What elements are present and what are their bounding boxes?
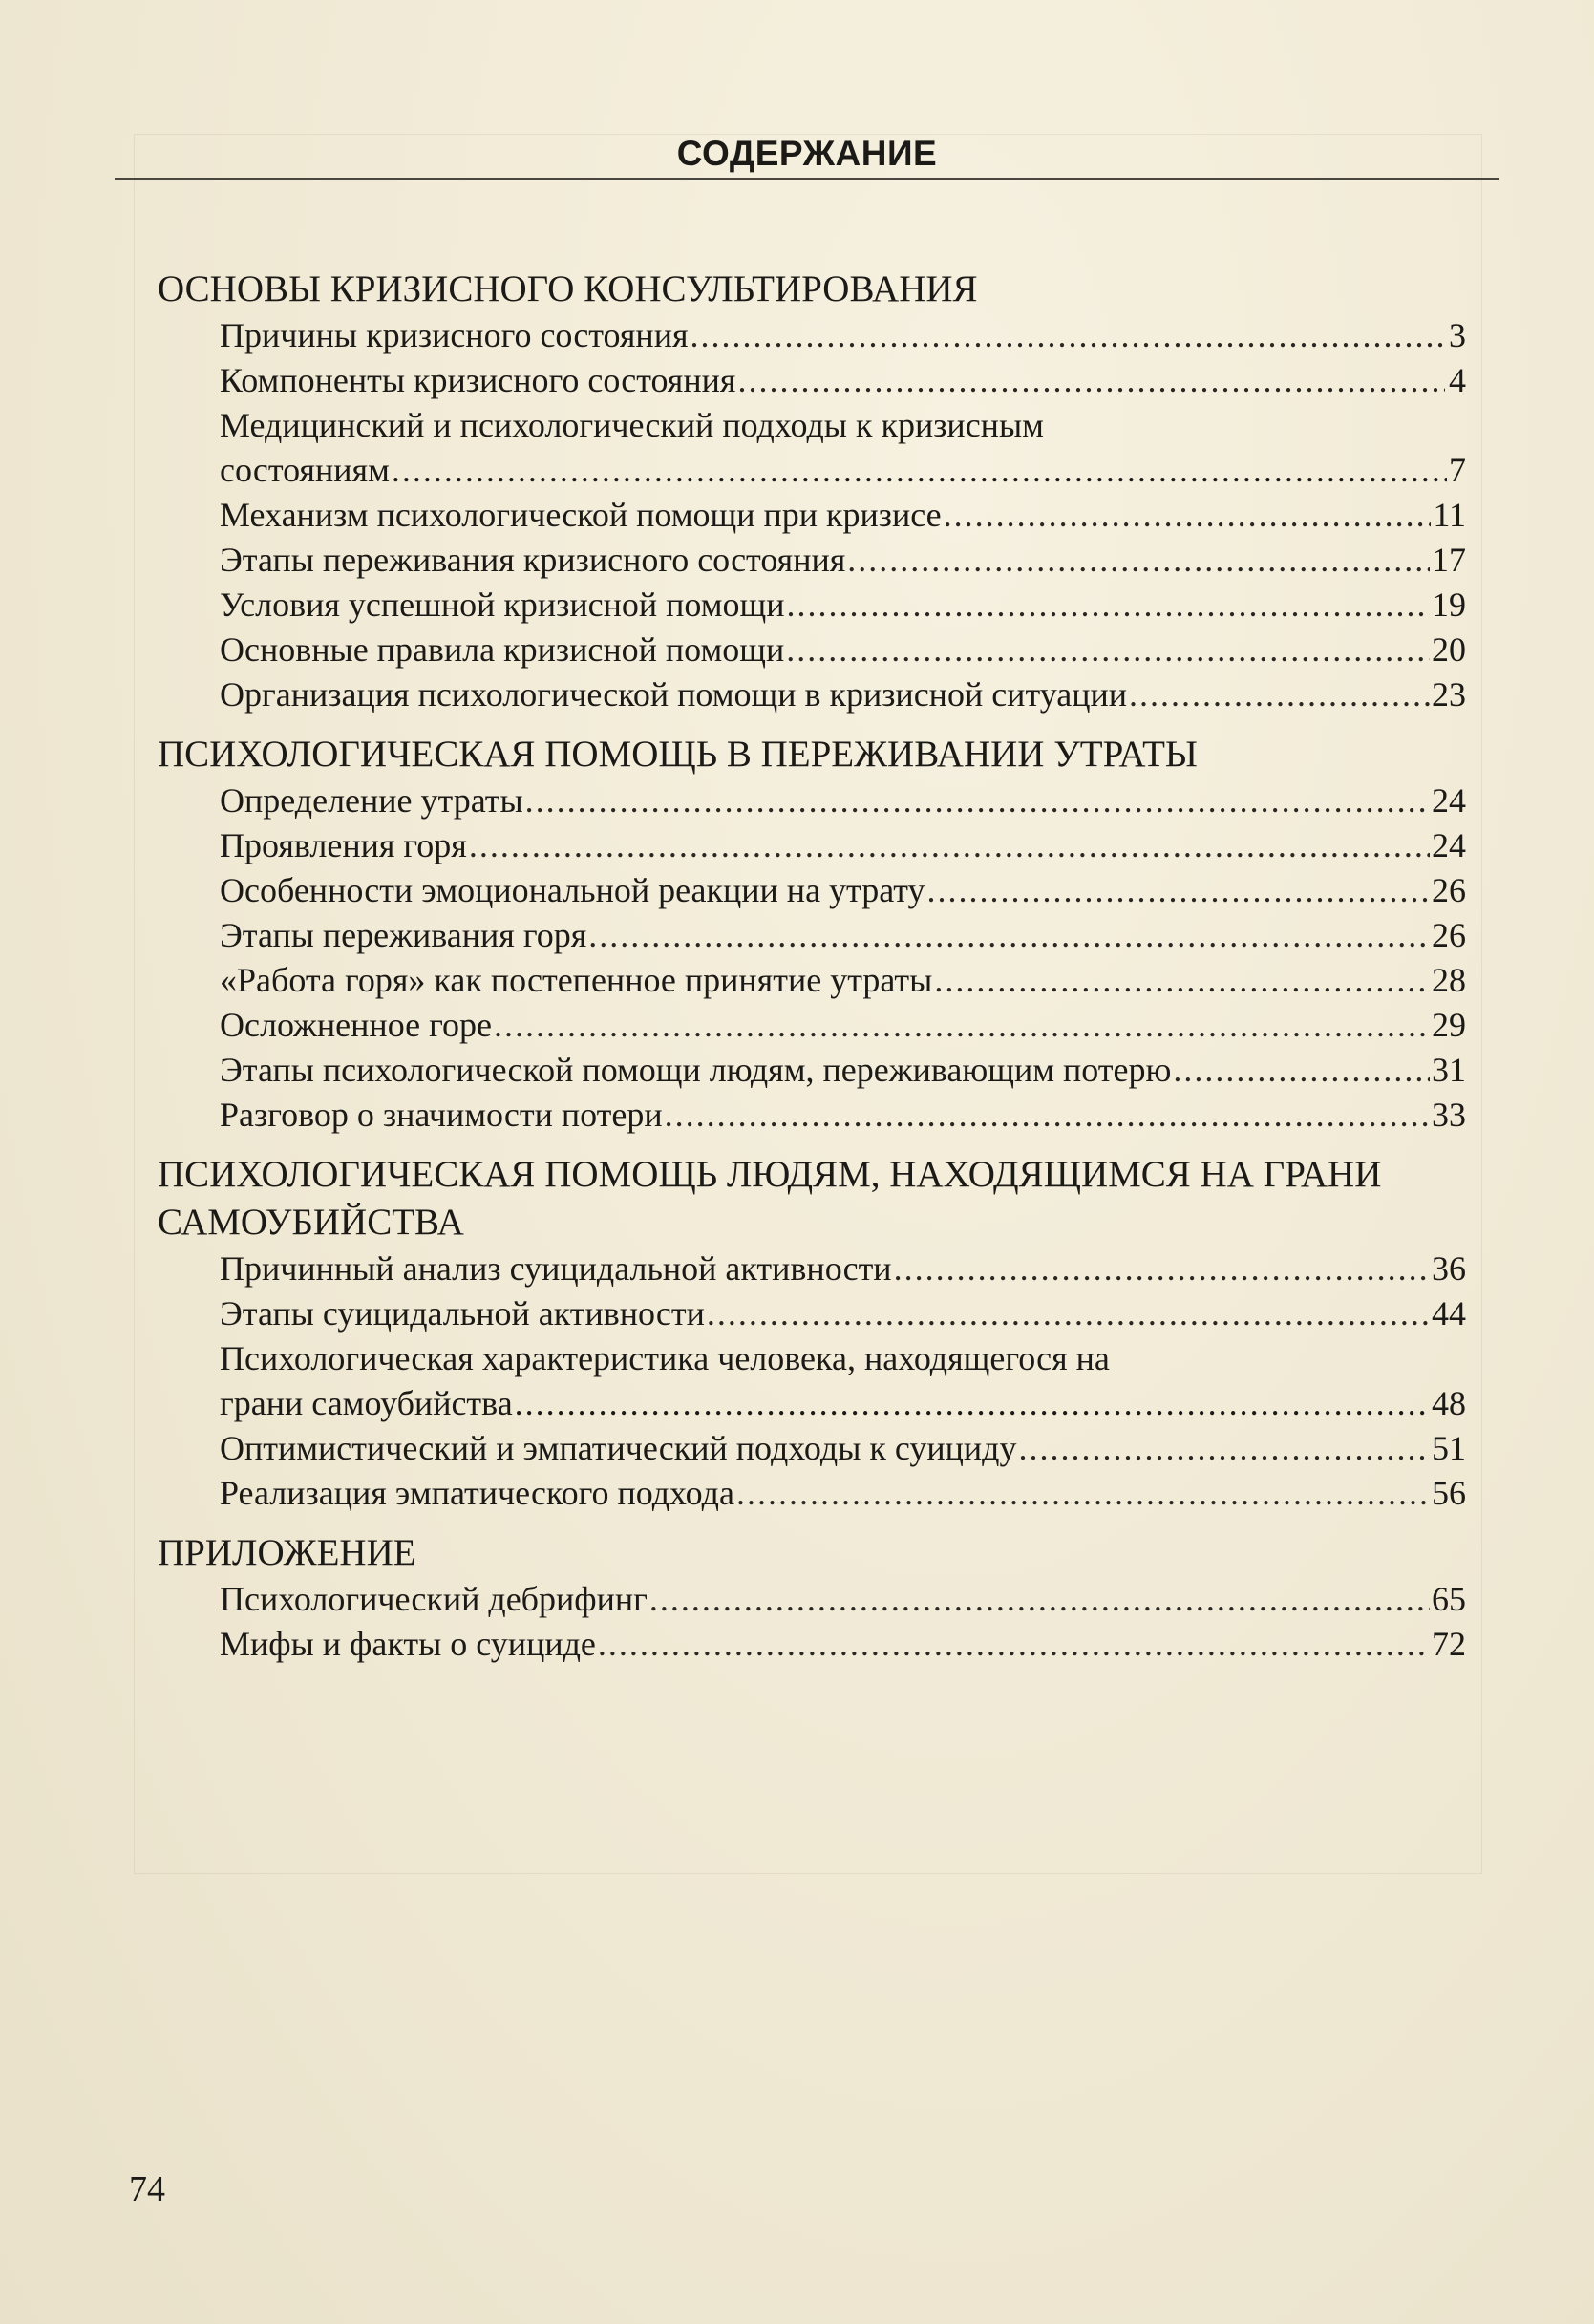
toc-entry[interactable] — [220, 1093, 1466, 1138]
entry-page: 56 — [1432, 1474, 1466, 1512]
toc-entry[interactable] — [220, 493, 1466, 538]
toc-entry[interactable] — [220, 1426, 1466, 1471]
entry-label-line1: Медицинский и психологический подходы к кризисным — [220, 406, 1044, 444]
leader-dots — [588, 913, 1430, 958]
entry-label: Организация психологической помощи в кризисной ситуации — [220, 675, 1128, 714]
toc-section — [158, 266, 1466, 717]
table-of-contents — [158, 266, 1466, 1680]
leader-dots — [392, 448, 1447, 493]
leader-dots — [707, 1291, 1430, 1336]
entry-page: 31 — [1432, 1051, 1466, 1089]
toc-entry[interactable] — [220, 1247, 1466, 1291]
leader-dots — [525, 778, 1430, 823]
leader-dots — [515, 1381, 1430, 1426]
page-number: 74 — [129, 2169, 165, 2209]
leader-dots — [1173, 1048, 1430, 1093]
entry-label: Причины кризисного состояния — [220, 316, 689, 354]
toc-entry[interactable] — [220, 868, 1466, 913]
entry-page: 36 — [1432, 1249, 1466, 1288]
entry-page: 11 — [1433, 496, 1466, 534]
leader-dots — [1019, 1426, 1431, 1471]
entry-page: 20 — [1432, 630, 1466, 669]
toc-entry[interactable] — [220, 358, 1466, 403]
leader-dots — [944, 493, 1432, 538]
section-title: ПРИЛОЖЕНИЕ — [158, 1532, 416, 1573]
entry-label: состояниям — [220, 451, 390, 489]
entry-page: 28 — [1432, 961, 1466, 999]
leader-dots — [847, 538, 1430, 583]
entry-label: «Работа горя» как постепенное принятие утраты — [220, 961, 933, 999]
entry-label: Этапы суицидальной активности — [220, 1294, 705, 1333]
toc-entry[interactable] — [220, 913, 1466, 958]
entry-page: 23 — [1432, 675, 1466, 714]
entry-label: Этапы психологической помощи людям, переживающим потерю — [220, 1051, 1172, 1089]
toc-entry[interactable] — [220, 778, 1466, 823]
entry-page: 19 — [1432, 586, 1466, 624]
toc-entry[interactable] — [220, 1622, 1466, 1667]
leader-dots — [1129, 672, 1430, 717]
entry-page: 29 — [1432, 1006, 1466, 1044]
entry-label: Условия успешной кризисной помощи — [220, 586, 785, 624]
entry-label: Основные правила кризисной помощи — [220, 630, 785, 669]
leader-dots — [787, 583, 1430, 628]
section-title: ПСИХОЛОГИЧЕСКАЯ ПОМОЩЬ В ПЕРЕЖИВАНИИ УТРАТЫ — [158, 734, 1198, 775]
toc-entry[interactable] — [220, 313, 1466, 358]
leader-dots — [786, 628, 1430, 672]
entry-label: Реализация эмпатического подхода — [220, 1474, 734, 1512]
entry-label: Причинный анализ суицидальной активности — [220, 1249, 892, 1288]
toc-entry[interactable] — [220, 1003, 1466, 1048]
entry-page: 17 — [1432, 541, 1466, 579]
entry-label: Механизм психологической помощи при кризисе — [220, 496, 942, 534]
toc-entry[interactable] — [220, 403, 1466, 493]
entry-page: 26 — [1432, 916, 1466, 954]
toc-entry[interactable] — [220, 672, 1466, 717]
entry-label: грани самоубийства — [220, 1384, 513, 1422]
leader-dots — [649, 1577, 1430, 1622]
section-title: ПСИХОЛОГИЧЕСКАЯ ПОМОЩЬ ЛЮДЯМ, НАХОДЯЩИМСЯ НА ГРАНИ САМОУБИЙСТВА — [158, 1154, 1382, 1243]
section-title: ОСНОВЫ КРИЗИСНОГО КОНСУЛЬТИРОВАНИЯ — [158, 268, 978, 309]
leader-dots — [736, 1471, 1430, 1516]
toc-entry[interactable] — [220, 583, 1466, 628]
toc-entry[interactable] — [220, 1291, 1466, 1336]
entry-label: Определение утраты — [220, 781, 523, 820]
entry-label: Проявления горя — [220, 826, 467, 864]
page-title: СОДЕРЖАНИЕ — [676, 134, 938, 173]
entry-label-line1: Психологическая характеристика человека, находящегося на — [220, 1339, 1110, 1377]
leader-dots — [934, 958, 1430, 1003]
toc-entry[interactable] — [220, 823, 1466, 868]
toc-entry[interactable] — [220, 538, 1466, 583]
toc-header — [115, 134, 1499, 180]
toc-entry[interactable] — [220, 1336, 1466, 1426]
leader-dots — [598, 1622, 1430, 1667]
toc-entry[interactable] — [220, 628, 1466, 672]
entry-label: Психологический дебрифинг — [220, 1580, 648, 1618]
toc-section — [158, 731, 1466, 1138]
entry-page: 33 — [1432, 1096, 1466, 1134]
toc-entry[interactable] — [220, 1577, 1466, 1622]
leader-dots — [494, 1003, 1430, 1048]
entry-page: 24 — [1432, 781, 1466, 820]
toc-entry[interactable] — [220, 1048, 1466, 1093]
entry-label: Особенности эмоциональной реакции на утрату — [220, 871, 925, 909]
leader-dots — [737, 358, 1445, 403]
entry-page: 4 — [1449, 361, 1466, 399]
toc-section — [158, 1529, 1466, 1667]
entry-label: Компоненты кризисного состояния — [220, 361, 736, 399]
leader-dots — [469, 823, 1430, 868]
entry-page: 65 — [1432, 1580, 1466, 1618]
entry-label: Этапы переживания горя — [220, 916, 587, 954]
toc-entry[interactable] — [220, 958, 1466, 1003]
entry-label: Осложненное горе — [220, 1006, 492, 1044]
entry-label: Разговор о значимости потери — [220, 1096, 663, 1134]
entry-page: 44 — [1432, 1294, 1466, 1333]
entry-page: 7 — [1449, 451, 1466, 489]
leader-dots — [927, 868, 1430, 913]
entry-label: Мифы и факты о суициде — [220, 1625, 596, 1663]
entry-page: 72 — [1432, 1625, 1466, 1663]
entry-page: 24 — [1432, 826, 1466, 864]
entry-page: 51 — [1432, 1429, 1466, 1467]
entry-page: 3 — [1449, 316, 1466, 354]
leader-dots — [665, 1093, 1430, 1138]
leader-dots — [894, 1247, 1430, 1291]
toc-section — [158, 1151, 1466, 1516]
entry-page: 26 — [1432, 871, 1466, 909]
toc-entry[interactable] — [220, 1471, 1466, 1516]
entry-label: Этапы переживания кризисного состояния — [220, 541, 846, 579]
entry-label: Оптимистический и эмпатический подходы к суициду — [220, 1429, 1017, 1467]
leader-dots — [691, 313, 1445, 358]
entry-page: 48 — [1432, 1384, 1466, 1422]
